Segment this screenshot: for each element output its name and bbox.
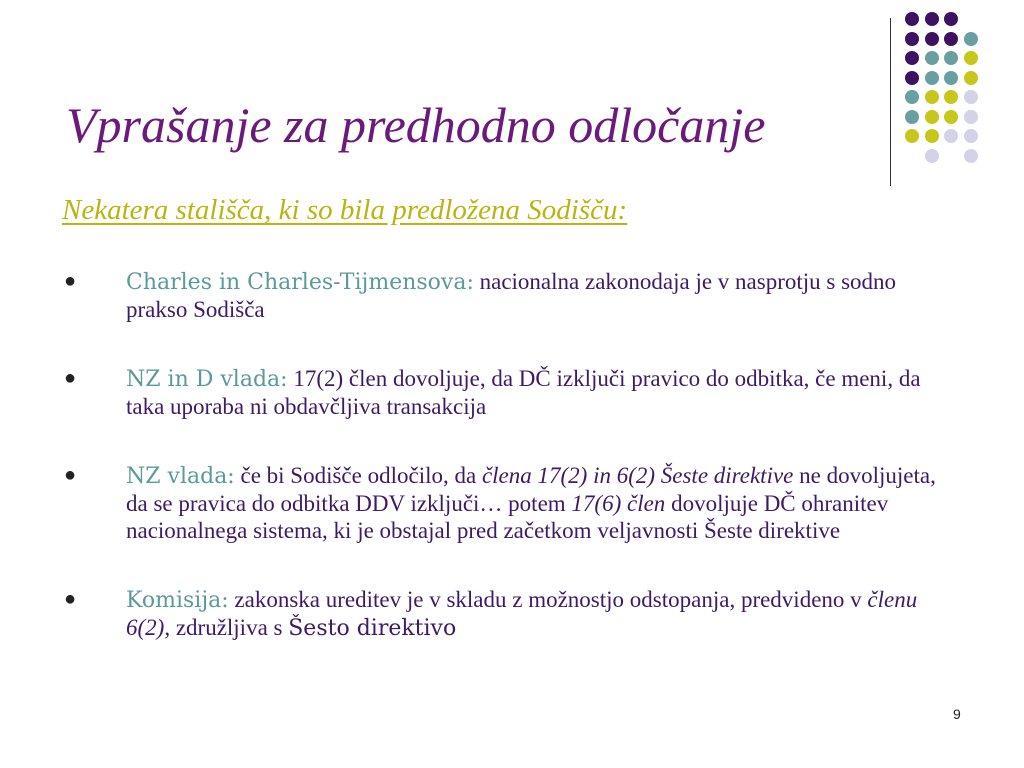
decorative-dot-grid: [905, 12, 1015, 167]
bullet-text: 17(2) člen dovoljuje, da DČ izključi pravico do odbitka, če meni, da taka uporaba ni obdavčljiva transakcija: [126, 366, 921, 419]
decorative-dot: [944, 129, 958, 143]
decorative-dot: [944, 110, 958, 124]
decorative-dot: [944, 51, 958, 65]
decorative-dot: [925, 90, 939, 104]
bullet-emphasis: členu 6(2),: [126, 587, 918, 640]
decorative-dot: [905, 71, 919, 85]
decorative-dot: [964, 149, 978, 163]
bullet-text: nacionalna zakonodaja je v nasprotju s sodno prakso Sodišča: [126, 269, 897, 322]
bullet-item-charles: [62, 268, 962, 323]
bullet-text: ne dovoljujeta, da se pravica do odbitka DDV izključi… potem: [126, 463, 936, 516]
decorative-dot: [925, 129, 939, 143]
decorative-dot: [964, 110, 978, 124]
page-number: 9: [953, 706, 961, 722]
bullet-lead: Komisija:: [126, 588, 229, 613]
bullet-lead: NZ vlada:: [126, 464, 235, 489]
decorative-dot: [944, 71, 958, 85]
bullet-text: dovoljuje DČ ohranitev nacionalnega sistema, ki je obstajal pred začetkom veljavnosti Šeste direktive: [126, 491, 889, 543]
decorative-dot: [964, 129, 978, 143]
bullet-emphasis: člena 17(2) in 6(2) Šeste direktive: [481, 463, 794, 488]
decorative-dot: [925, 110, 939, 124]
decorative-dot: [905, 90, 919, 104]
decorative-dot: [964, 32, 978, 46]
decorative-dot: [905, 129, 919, 143]
decorative-dot: [925, 12, 939, 26]
bullet-lead: Charles in Charles-Tijmensova:: [126, 270, 474, 295]
bullet-list: [62, 268, 962, 684]
bullet-dot-icon: ●: [64, 367, 77, 389]
decorative-dot: [964, 90, 978, 104]
bullet-dot-icon: ●: [64, 588, 77, 610]
bullet-item-komisija: [62, 586, 962, 642]
slide-subtitle: Nekatera stališča, ki so bila predložena Sodišču:: [62, 194, 628, 226]
decorative-dot: [905, 32, 919, 46]
bullet-dot-icon: ●: [64, 270, 77, 292]
divider-line: [890, 18, 891, 186]
decorative-dot: [925, 149, 939, 163]
decorative-dot: [944, 12, 958, 26]
decorative-dot: [964, 51, 978, 65]
decorative-dot: [944, 90, 958, 104]
decorative-dot: [925, 71, 939, 85]
decorative-dot: [905, 110, 919, 124]
decorative-dot: [944, 32, 958, 46]
decorative-dot: [964, 71, 978, 85]
decorative-dot: [905, 51, 919, 65]
bullet-text: če bi Sodišče odločilo, da: [234, 463, 482, 488]
bullet-lead: NZ in D vlada:: [126, 367, 288, 392]
slide-title: Vprašanje za predhodno odločanje: [66, 97, 766, 153]
bullet-text: Šesto direktivo: [288, 616, 457, 641]
bullet-emphasis: 17(6) člen: [571, 491, 666, 516]
bullet-dot-icon: ●: [64, 464, 77, 486]
decorative-dot: [925, 51, 939, 65]
bullet-item-nz-vlada: [62, 462, 962, 544]
decorative-dot: [925, 32, 939, 46]
bullet-text: združljiva s: [170, 615, 289, 640]
decorative-dot: [905, 12, 919, 26]
bullet-text: zakonska ureditev je v skladu z možnostjo odstopanja, predvideno v: [228, 587, 868, 612]
bullet-item-nz-d-vlada: [62, 365, 962, 420]
